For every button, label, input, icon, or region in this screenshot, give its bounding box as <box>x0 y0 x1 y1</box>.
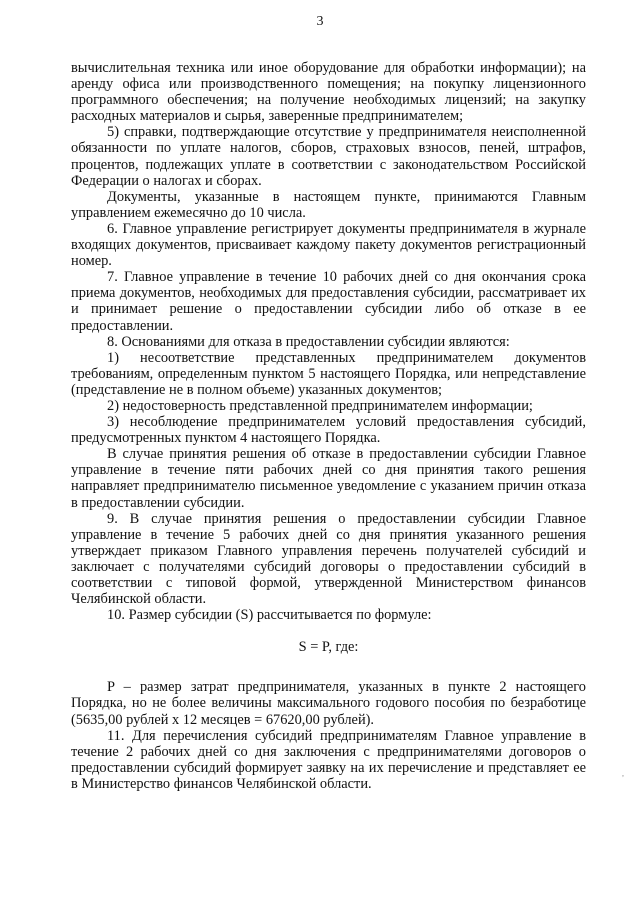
document-body <box>71 60 586 792</box>
subsidy-formula: S = P, где: <box>298 639 359 656</box>
paragraph-continuation: вычислительная техника или иное оборудование для обработки информации); на аренду офиса или производственного помещения; на покупку лицензионного программного обеспечения; на получение необходимых лицензий; на закупку расходных материалов и сырья, заверенные предпринимателем; <box>71 60 586 125</box>
paragraph-documents-deadline: Документы, указанные в настоящем пункте, принимаются Главным управлением ежемесячно до 10 числа. <box>71 188 586 221</box>
paragraph-8-item-2: 2) недостоверность представленной предпринимателем информации; <box>107 397 533 414</box>
paragraph-item-5: 5) справки, подтверждающие отсутствие у предпринимателя неисполненной обязанности по уплате налогов, сборов, страховых взносов, пеней, штрафов, процентов, подлежащих уплате в соответствии с законодательством Российской Федерации о налогах и сборах. <box>71 124 586 189</box>
paragraph-11: 11. Для перечисления субсидий предпринимателям Главное управление в течение 2 рабочих дней со дня заключения с предпринимателями договоров о предоставлении субсидий формирует заявку на их перечисление и представляет ее в Министерство финансов Челябинской области. <box>71 727 586 792</box>
paragraph-8-item-1: 1) несоответствие представленных предпринимателем документов требованиям, определенным пунктом 5 настоящего Порядка, или непредставление (представление не в полном объеме) указанных документов; <box>71 349 586 398</box>
paragraph-formula-definition: P – размер затрат предпринимателя, указанных в пункте 2 настоящего Порядка, но не более величины максимального годового пособия по безработице (5635,00 рублей x 12 месяцев = 67620,00 рублей). <box>71 679 586 728</box>
page-number: 3 <box>316 14 324 29</box>
paragraph-refusal-notice: В случае принятия решения об отказе в предоставлении субсидии Главное управление в течение пяти рабочих дней со дня принятия такого решения направляет предпринимателю письменное уведомление с указанием причин отказа в предоставлении субсидии. <box>71 446 586 511</box>
paragraph-8: 8. Основаниями для отказа в предоставлении субсидии являются: <box>107 333 510 350</box>
paragraph-9: 9. В случае принятия решения о предоставлении субсидии Главное управление в течение 5 рабочих дней со дня принятия указанного решения утверждает приказом Главного управления перечень получателей субсидий и заключает с получателями субсидий договоры о предоставлении субсидий в соответствии с типовой формой, утвержденной Министерством финансов Челябинской области. <box>71 510 586 608</box>
paragraph-8-item-3: 3) несоблюдение предпринимателем условий предоставления субсидий, предусмотренных пунктом 4 настоящего Порядка. <box>71 414 586 447</box>
paragraph-10: 10. Размер субсидии (S) рассчитывается по формуле: <box>107 607 432 624</box>
paragraph-6: 6. Главное управление регистрирует документы предпринимателя в журнале входящих документов, присваивает каждому пакету документов регистрационный номер. <box>71 220 586 270</box>
scan-mark: , <box>622 769 624 778</box>
paragraph-7: 7. Главное управление в течение 10 рабочих дней со дня окончания срока приема документов, необходимых для предоставления субсидии, рассматривает их и принимает решение о предоставлении субсидии либо об отказе в ее предоставлении. <box>71 269 586 334</box>
